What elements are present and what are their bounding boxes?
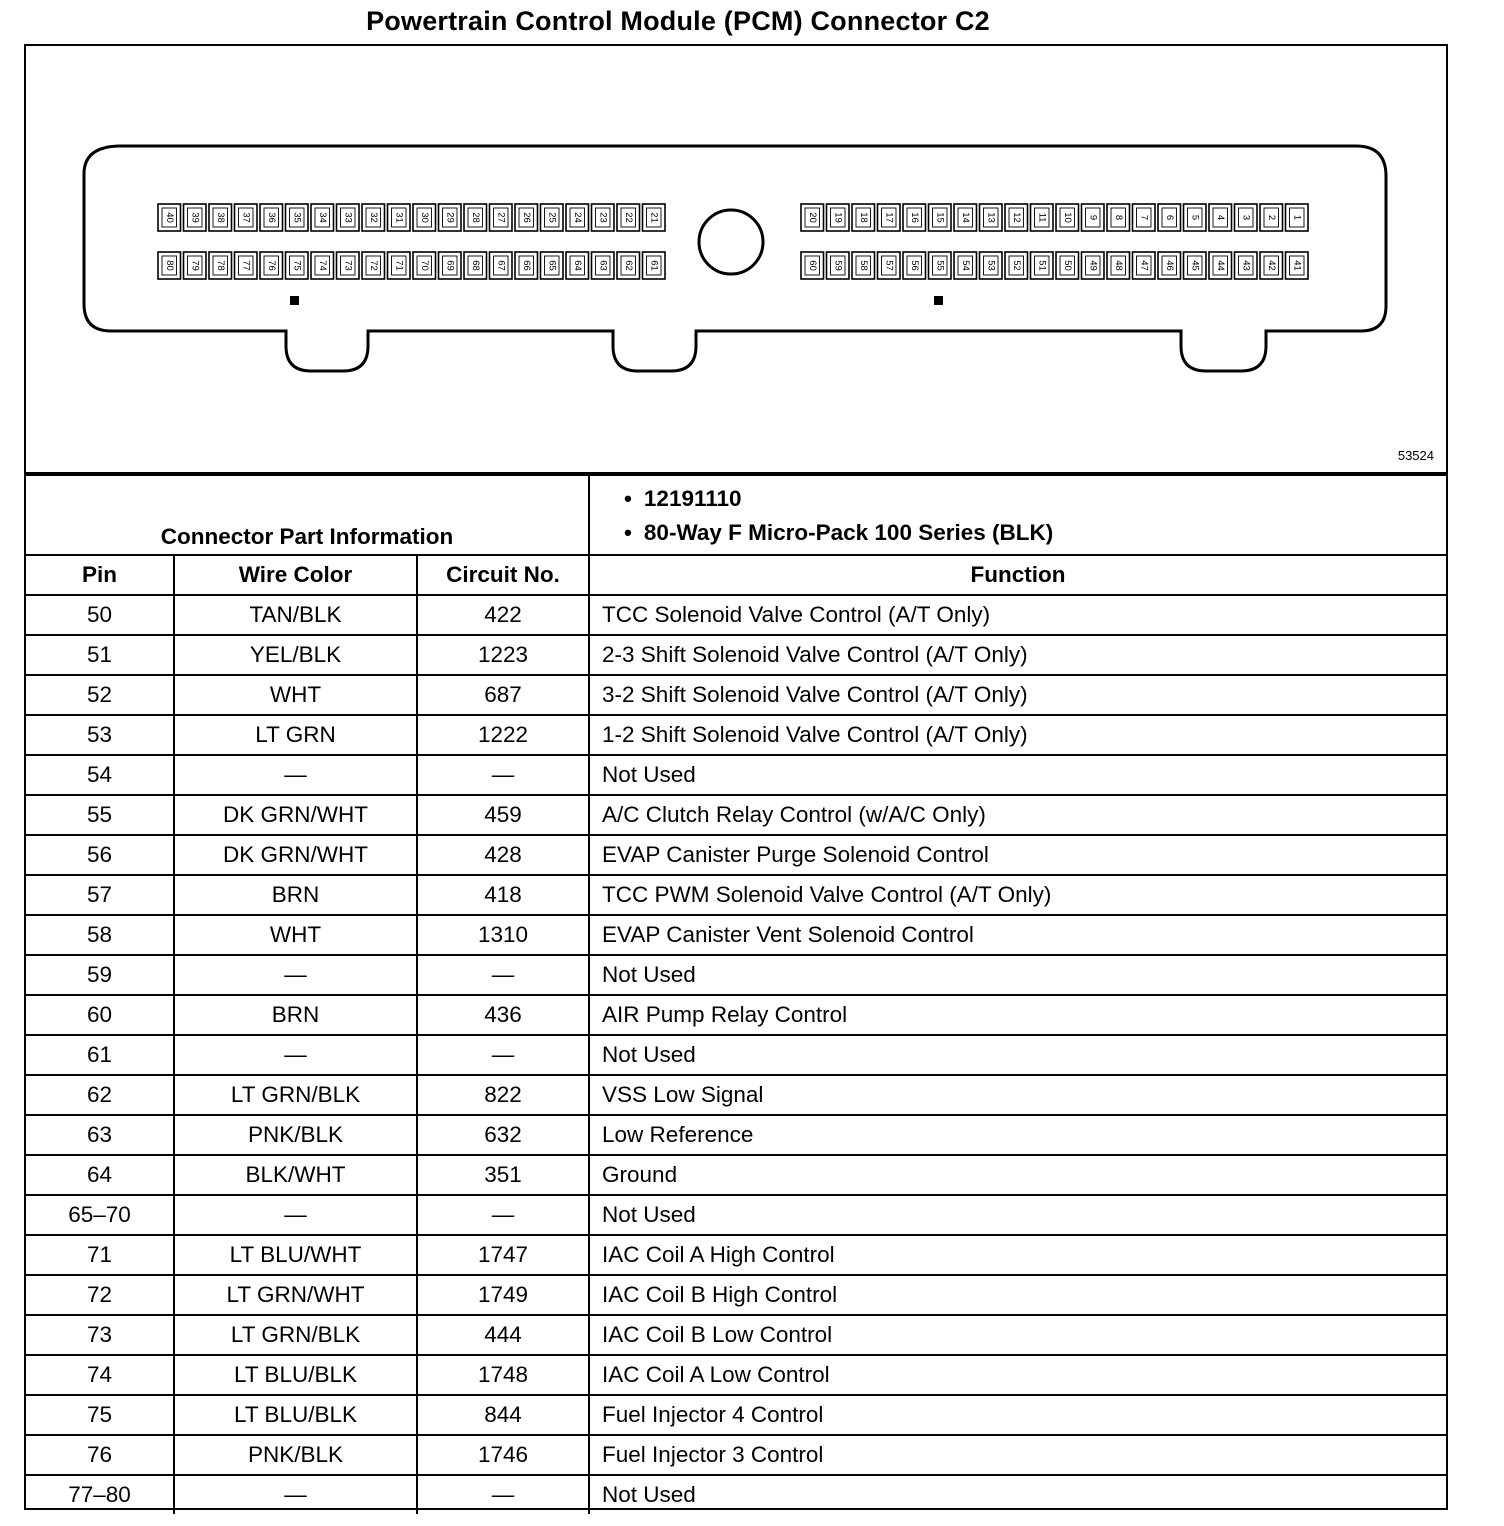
table-row	[26, 1315, 1446, 1355]
wire-color-cell: PNK/BLK	[174, 1435, 417, 1475]
wire-color-cell: BLK/WHT	[174, 1155, 417, 1195]
connector-pin	[439, 252, 462, 279]
connector-pin-number: 57	[883, 260, 895, 271]
connector-pin	[158, 204, 181, 231]
connector-pin	[490, 204, 513, 231]
function-cell: EVAP Canister Vent Solenoid Control	[589, 915, 1446, 955]
connector-pin-number: 12	[1010, 212, 1022, 223]
connector-pin	[362, 204, 385, 231]
connector-pin-number: 43	[1240, 260, 1252, 271]
connector-pin	[617, 252, 640, 279]
wire-color-cell: LT GRN/BLK	[174, 1075, 417, 1115]
connector-pin	[801, 204, 824, 231]
function-cell: A/C Clutch Relay Control (w/A/C Only)	[589, 795, 1446, 835]
connector-pin-number: 1	[1291, 214, 1303, 221]
connector-pin	[1056, 252, 1079, 279]
connector-pin-number: 74	[316, 260, 328, 271]
wire-color-cell: TAN/BLK	[174, 595, 417, 635]
pin-cell: 57	[26, 875, 174, 915]
connector-pin-number: 65	[546, 260, 558, 271]
connector-pin-number: 32	[367, 212, 379, 223]
connector-pin-number: 3	[1240, 214, 1252, 221]
connector-pin	[878, 204, 901, 231]
connector-pin-number: 64	[571, 260, 583, 271]
connector-diagram	[26, 46, 1446, 474]
connector-pin	[1031, 252, 1054, 279]
wire-color-cell: WHT	[174, 675, 417, 715]
table-row	[26, 1475, 1446, 1514]
wire-color-cell: LT GRN/BLK	[174, 1315, 417, 1355]
connector-pin	[1184, 204, 1207, 231]
connector-pin	[337, 204, 360, 231]
pin-cell: 65–70	[26, 1195, 174, 1235]
connector-pin-number: 9	[1087, 214, 1099, 221]
connector-pin-number: 59	[832, 260, 844, 271]
circuit-cell: 444	[417, 1315, 589, 1355]
connector-pin-number: 66	[520, 260, 532, 271]
table-row	[26, 595, 1446, 635]
pin-cell: 58	[26, 915, 174, 955]
connector-pin-number: 55	[934, 260, 946, 271]
connector-info-list	[589, 475, 1446, 555]
pin-cell: 52	[26, 675, 174, 715]
connector-pin-number: 5	[1189, 214, 1201, 221]
connector-pin-number: 54	[959, 260, 971, 271]
connector-info-item: • 80-Way F Micro-Pack 100 Series (BLK)	[624, 520, 1054, 545]
connector-pin	[980, 204, 1003, 231]
connector-pin	[1133, 204, 1156, 231]
table-row	[26, 1355, 1446, 1395]
connector-pin	[1184, 252, 1207, 279]
connector-pin	[801, 252, 824, 279]
wire-color-cell: BRN	[174, 875, 417, 915]
connector-pin	[592, 204, 615, 231]
function-cell: Low Reference	[589, 1115, 1446, 1155]
connector-pin	[362, 252, 385, 279]
connector-pin-number: 35	[291, 212, 303, 223]
connector-pin	[1286, 252, 1309, 279]
connector-face-drawing	[26, 46, 1446, 472]
wire-color-cell: —	[174, 1475, 417, 1514]
circuit-cell: 436	[417, 995, 589, 1035]
connector-pin	[827, 204, 850, 231]
connector-pin	[643, 204, 666, 231]
function-cell: Not Used	[589, 955, 1446, 995]
circuit-cell: —	[417, 1475, 589, 1514]
table-row	[26, 1435, 1446, 1475]
connector-pin	[541, 204, 564, 231]
circuit-cell: 822	[417, 1075, 589, 1115]
circuit-cell: 1748	[417, 1355, 589, 1395]
connector-pin	[1209, 204, 1232, 231]
connector-pin-number: 34	[316, 212, 328, 223]
connector-pin-number: 68	[469, 260, 481, 271]
circuit-cell: 1749	[417, 1275, 589, 1315]
table-row	[26, 755, 1446, 795]
connector-pin	[260, 204, 283, 231]
table-row	[26, 675, 1446, 715]
pin-cell: 71	[26, 1235, 174, 1275]
pin-cell: 55	[26, 795, 174, 835]
connector-pin-number: 71	[393, 260, 405, 271]
col-header-function: Function	[589, 555, 1446, 595]
connector-pin-number: 22	[622, 212, 634, 223]
circuit-cell: —	[417, 1035, 589, 1075]
connector-pin	[1056, 204, 1079, 231]
connector-pin	[286, 204, 309, 231]
connector-pin-number: 25	[546, 212, 558, 223]
connector-pin-number: 75	[291, 260, 303, 271]
connector-pin	[1286, 204, 1309, 231]
pin-cell: 61	[26, 1035, 174, 1075]
connector-pin-number: 21	[648, 212, 660, 223]
pin-cell: 62	[26, 1075, 174, 1115]
connector-pin-number: 46	[1163, 260, 1175, 271]
function-cell: 1-2 Shift Solenoid Valve Control (A/T Only)	[589, 715, 1446, 755]
connector-pin	[413, 204, 436, 231]
col-header-wire-color: Wire Color	[174, 555, 417, 595]
connector-pin	[1107, 204, 1130, 231]
connector-pin-number: 73	[342, 260, 354, 271]
connector-key-circle	[699, 210, 763, 274]
connector-pin-number: 38	[214, 212, 226, 223]
table-row	[26, 915, 1446, 955]
connector-pin-number: 17	[883, 212, 895, 223]
connector-pin	[388, 252, 411, 279]
function-cell: IAC Coil A Low Control	[589, 1355, 1446, 1395]
table-row	[26, 1195, 1446, 1235]
table-row	[26, 1115, 1446, 1155]
pin-cell: 76	[26, 1435, 174, 1475]
circuit-cell: 428	[417, 835, 589, 875]
connector-pin-number: 40	[163, 212, 175, 223]
connector-pin	[878, 252, 901, 279]
col-header-circuit: Circuit No.	[417, 555, 589, 595]
connector-pin-number: 61	[648, 260, 660, 271]
function-cell: Ground	[589, 1155, 1446, 1195]
connector-pin-number: 10	[1061, 212, 1073, 223]
wire-color-cell: BRN	[174, 995, 417, 1035]
function-cell: IAC Coil B Low Control	[589, 1315, 1446, 1355]
connector-pin-number: 45	[1189, 260, 1201, 271]
circuit-cell: 844	[417, 1395, 589, 1435]
table-row	[26, 715, 1446, 755]
connector-pin-number: 78	[214, 260, 226, 271]
connector-pin	[1082, 204, 1105, 231]
wire-color-cell: LT GRN/WHT	[174, 1275, 417, 1315]
connector-pin	[260, 252, 283, 279]
wire-color-cell: PNK/BLK	[174, 1115, 417, 1155]
connector-pin-number: 52	[1010, 260, 1022, 271]
connector-pin-number: 51	[1036, 260, 1048, 271]
circuit-cell: —	[417, 755, 589, 795]
connector-pin-number: 2	[1265, 214, 1277, 221]
function-cell: IAC Coil B High Control	[589, 1275, 1446, 1315]
connector-pin-number: 76	[265, 260, 277, 271]
wire-color-cell: LT GRN	[174, 715, 417, 755]
table-row	[26, 1035, 1446, 1075]
wire-color-cell: —	[174, 755, 417, 795]
connector-pin	[235, 204, 258, 231]
circuit-cell: 1310	[417, 915, 589, 955]
connector-pin	[1209, 252, 1232, 279]
circuit-cell: —	[417, 1195, 589, 1235]
connector-pin	[1082, 252, 1105, 279]
pin-cell: 73	[26, 1315, 174, 1355]
connector-pin	[566, 252, 589, 279]
pin-cell: 77–80	[26, 1475, 174, 1514]
connector-pin	[929, 204, 952, 231]
table-row	[26, 1275, 1446, 1315]
connector-pin	[903, 252, 926, 279]
connector-pin	[490, 252, 513, 279]
pin-cell: 74	[26, 1355, 174, 1395]
function-cell: 2-3 Shift Solenoid Valve Control (A/T Only)	[589, 635, 1446, 675]
connector-pin-number: 79	[189, 260, 201, 271]
table-row	[26, 995, 1446, 1035]
connector-pin	[184, 204, 207, 231]
connector-pin-number: 26	[520, 212, 532, 223]
connector-pin	[1235, 204, 1258, 231]
position-marker-right	[934, 296, 943, 305]
connector-pin-number: 7	[1138, 214, 1150, 221]
function-cell: Not Used	[589, 1195, 1446, 1235]
circuit-cell: —	[417, 955, 589, 995]
connector-pin-number: 16	[908, 212, 920, 223]
table-row	[26, 835, 1446, 875]
pin-cell: 63	[26, 1115, 174, 1155]
circuit-cell: 1746	[417, 1435, 589, 1475]
connector-pin-number: 77	[240, 260, 252, 271]
figure-number: 53524	[1397, 448, 1434, 463]
connector-pin-number: 24	[571, 212, 583, 223]
pin-table	[26, 474, 1446, 1514]
connector-info-label: Connector Part Information	[26, 475, 589, 555]
function-cell: TCC PWM Solenoid Valve Control (A/T Only)	[589, 875, 1446, 915]
connector-info-row	[26, 475, 1446, 555]
connector-pin-number: 8	[1112, 214, 1124, 221]
circuit-cell: 422	[417, 595, 589, 635]
connector-pin-number: 6	[1163, 214, 1175, 221]
circuit-cell: 1222	[417, 715, 589, 755]
pin-cell: 54	[26, 755, 174, 795]
function-cell: Not Used	[589, 1475, 1446, 1514]
wire-color-cell: DK GRN/WHT	[174, 835, 417, 875]
connector-pin	[852, 204, 875, 231]
function-cell: Not Used	[589, 755, 1446, 795]
pin-cell: 53	[26, 715, 174, 755]
connector-pin	[413, 252, 436, 279]
connector-pin-number: 56	[908, 260, 920, 271]
function-cell: IAC Coil A High Control	[589, 1235, 1446, 1275]
connector-pin-number: 63	[597, 260, 609, 271]
circuit-cell: 687	[417, 675, 589, 715]
wire-color-cell: WHT	[174, 915, 417, 955]
connector-pin-number: 28	[469, 212, 481, 223]
function-cell: Not Used	[589, 1035, 1446, 1075]
pin-cell: 72	[26, 1275, 174, 1315]
connector-pin-number: 50	[1061, 260, 1073, 271]
connector-pin-number: 11	[1036, 212, 1048, 223]
connector-pin-number: 60	[806, 260, 818, 271]
connector-pin	[592, 252, 615, 279]
connector-pin	[617, 204, 640, 231]
connector-pin	[980, 252, 1003, 279]
connector-info-item: • 12191110	[624, 486, 742, 511]
table-row	[26, 875, 1446, 915]
connector-pin	[464, 204, 487, 231]
connector-pin-number: 53	[985, 260, 997, 271]
wire-color-cell: LT BLU/BLK	[174, 1395, 417, 1435]
connector-pin	[515, 252, 538, 279]
connector-pin	[903, 204, 926, 231]
table-row	[26, 1155, 1446, 1195]
connector-pin-number: 72	[367, 260, 379, 271]
table-row	[26, 1395, 1446, 1435]
connector-pin-number: 39	[189, 212, 201, 223]
connector-pin-number: 42	[1265, 260, 1277, 271]
connector-frame	[24, 44, 1448, 1510]
page-title: Powertrain Control Module (PCM) Connector C2	[366, 6, 990, 36]
circuit-cell: 418	[417, 875, 589, 915]
connector-pin	[286, 252, 309, 279]
connector-pin-number: 69	[444, 260, 456, 271]
connector-pin-number: 80	[163, 260, 175, 271]
connector-pin	[158, 252, 181, 279]
function-cell: EVAP Canister Purge Solenoid Control	[589, 835, 1446, 875]
connector-pin-number: 49	[1087, 260, 1099, 271]
connector-pin-number: 47	[1138, 260, 1150, 271]
connector-pin	[209, 204, 232, 231]
connector-pin	[1133, 252, 1156, 279]
pin-cell: 59	[26, 955, 174, 995]
table-row	[26, 795, 1446, 835]
connector-pin-number: 14	[959, 212, 971, 223]
connector-pin	[566, 204, 589, 231]
connector-pin-number: 4	[1214, 214, 1226, 221]
function-cell: Fuel Injector 4 Control	[589, 1395, 1446, 1435]
table-row	[26, 635, 1446, 675]
connector-pin	[1158, 204, 1181, 231]
pin-cell: 50	[26, 595, 174, 635]
connector-pin	[954, 204, 977, 231]
connector-pin	[1260, 252, 1283, 279]
connector-pin-number: 33	[342, 212, 354, 223]
table-row	[26, 1075, 1446, 1115]
pin-cell: 56	[26, 835, 174, 875]
connector-pin-number: 31	[393, 212, 405, 223]
connector-pin	[235, 252, 258, 279]
connector-pin	[643, 252, 666, 279]
connector-pin	[388, 204, 411, 231]
connector-pin-number: 29	[444, 212, 456, 223]
circuit-cell: 1223	[417, 635, 589, 675]
pin-cell: 64	[26, 1155, 174, 1195]
connector-pin	[1158, 252, 1181, 279]
connector-pin	[1235, 252, 1258, 279]
connector-pin-number: 37	[240, 212, 252, 223]
connector-pin	[1005, 204, 1028, 231]
connector-pin	[439, 204, 462, 231]
connector-pin-number: 30	[418, 212, 430, 223]
circuit-cell: 459	[417, 795, 589, 835]
wire-color-cell: LT BLU/BLK	[174, 1355, 417, 1395]
connector-pin	[1260, 204, 1283, 231]
wire-color-cell: —	[174, 1035, 417, 1075]
connector-pin	[541, 252, 564, 279]
connector-pin-number: 20	[806, 212, 818, 223]
connector-pin	[311, 252, 334, 279]
connector-pin-number: 41	[1291, 260, 1303, 271]
connector-pin-number: 62	[622, 260, 634, 271]
connector-pin	[311, 204, 334, 231]
connector-pin	[1107, 252, 1130, 279]
wire-color-cell: YEL/BLK	[174, 635, 417, 675]
connector-pin-number: 15	[934, 212, 946, 223]
connector-pin	[464, 252, 487, 279]
connector-pin-number: 13	[985, 212, 997, 223]
connector-pin-number: 44	[1214, 260, 1226, 271]
circuit-cell: 1747	[417, 1235, 589, 1275]
connector-pin	[852, 252, 875, 279]
wire-color-cell: LT BLU/WHT	[174, 1235, 417, 1275]
connector-pin	[929, 252, 952, 279]
connector-pin-number: 36	[265, 212, 277, 223]
pin-cell: 60	[26, 995, 174, 1035]
wire-color-cell: —	[174, 1195, 417, 1235]
connector-pin-number: 48	[1112, 260, 1124, 271]
connector-pin-number: 58	[857, 260, 869, 271]
connector-pin-number: 27	[495, 212, 507, 223]
position-marker-left	[290, 296, 299, 305]
table-row	[26, 955, 1446, 995]
circuit-cell: 632	[417, 1115, 589, 1155]
connector-pin	[515, 204, 538, 231]
connector-pin	[209, 252, 232, 279]
function-cell: TCC Solenoid Valve Control (A/T Only)	[589, 595, 1446, 635]
table-row	[26, 1235, 1446, 1275]
function-cell: AIR Pump Relay Control	[589, 995, 1446, 1035]
connector-body-outline	[84, 146, 1386, 371]
connector-pin-number: 23	[597, 212, 609, 223]
connector-pin	[827, 252, 850, 279]
circuit-cell: 351	[417, 1155, 589, 1195]
wire-color-cell: —	[174, 955, 417, 995]
connector-pin-number: 19	[832, 212, 844, 223]
wire-color-cell: DK GRN/WHT	[174, 795, 417, 835]
connector-pin-number: 70	[418, 260, 430, 271]
connector-pin	[337, 252, 360, 279]
connector-pin	[184, 252, 207, 279]
table-header-row	[26, 555, 1446, 595]
function-cell: VSS Low Signal	[589, 1075, 1446, 1115]
pin-cell: 51	[26, 635, 174, 675]
connector-pin	[1005, 252, 1028, 279]
function-cell: Fuel Injector 3 Control	[589, 1435, 1446, 1475]
connector-pin	[954, 252, 977, 279]
function-cell: 3-2 Shift Solenoid Valve Control (A/T Only)	[589, 675, 1446, 715]
connector-pin-number: 67	[495, 260, 507, 271]
pin-cell: 75	[26, 1395, 174, 1435]
connector-pin-number: 18	[857, 212, 869, 223]
connector-pin	[1031, 204, 1054, 231]
col-header-pin: Pin	[26, 555, 174, 595]
